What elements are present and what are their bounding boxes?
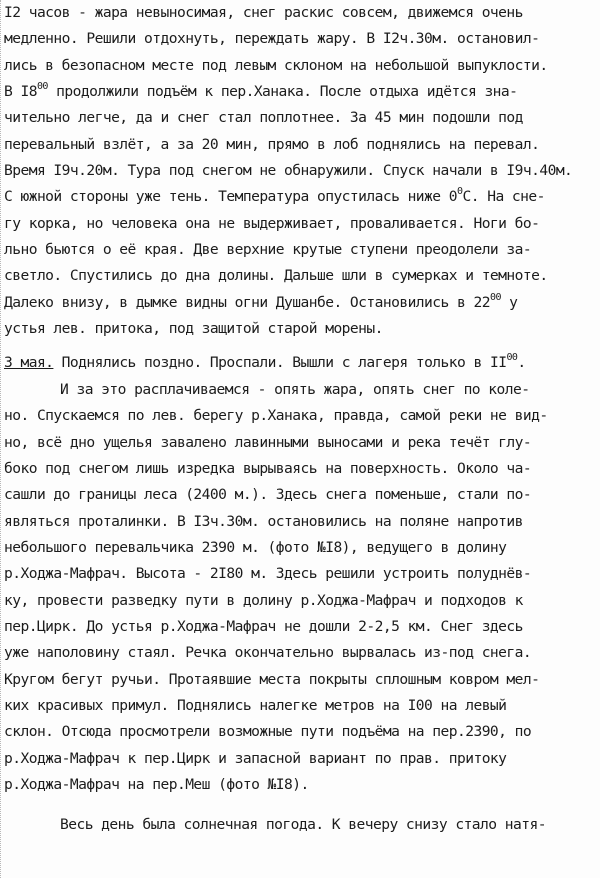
- text-line: Время I9ч.20м. Тура под снегом не обнаружили. Спуск начали в I9ч.40м.: [4, 162, 573, 180]
- text-line: устья лев. притока, под защитой старой морены.: [4, 320, 383, 338]
- text-line: сашли до границы леса (2400 м.). Здесь снега поменьше, стали по-: [4, 486, 532, 504]
- text-line: ких красивых примул. Поднялись налегке метров на I00 на левый: [4, 696, 507, 714]
- line-text-end: .: [517, 354, 526, 372]
- text-line: I2 часов - жара невыносимая, снег раскис совсем, движемся очень: [4, 4, 523, 21]
- text-line: но. Спускаемся по лев. берегу р.Ханака, правда, самой реки не вид-: [4, 407, 548, 425]
- time-superscript: 00: [489, 291, 501, 303]
- text-line: небольшого перевальчика 2390 м. (фото №I8), ведущего в долину: [4, 538, 507, 556]
- dated-entry-line: [4, 350, 598, 376]
- text-line: светло. Спустились до дна долины. Дальше шли в сумерках и темноте.: [4, 267, 548, 285]
- line-text: Поднялись поздно. Проспали. Вышли с лагеря только в II: [61, 354, 507, 372]
- text-line: р.Ходжа-Мафрач на пер.Меш (фото №I8).: [4, 775, 309, 793]
- time-superscript: 00: [36, 81, 48, 93]
- text-line: склон. Отсюда просмотрели возможные пути подъёма на пер.2390, по: [4, 723, 532, 741]
- time-superscript: 00: [506, 352, 518, 364]
- text-line: перевальный взлёт, а за 20 мин, прямо в лоб поднялись на перевал.: [4, 135, 540, 153]
- text-line: пер.Цирк. До устья р.Ходжа-Мафрач не дошли 2-2,5 км. Снег здесь: [4, 617, 523, 635]
- line-text: С южной стороны уже тень. Температура опустилась ниже: [4, 188, 441, 206]
- text-line: [4, 79, 598, 105]
- text-line: льно бьются о её края. Две верхние крутые ступени преодолели за-: [4, 241, 532, 259]
- text-line: С южной стороны уже тень. Температура опустилась ниже $0^0С$. На сне-: [4, 186, 545, 206]
- text-line: являться проталинки. В I3ч.30м. остановились на поляне напротив: [4, 512, 523, 530]
- line-text: продолжили подъём к пер.Ханака. После отдыха идётся зна-: [56, 83, 518, 101]
- text-line: медленно. Решили отдохнуть, переждать жару. В I2ч.30м. остановил-: [4, 30, 540, 48]
- paragraph-first-line: Весь день была солнечная погода. К вечеру снизу стало натя-: [60, 816, 546, 834]
- line-text-end: у: [509, 293, 518, 311]
- time-value: 22: [473, 293, 490, 311]
- degree-superscript: 0: [457, 186, 463, 198]
- text-line: боко под снегом лишь изредка вырываясь на поверхность. Около ча-: [4, 459, 532, 477]
- text-line: р.Ходжа-Мафрач. Высота - 2I80 м. Здесь решили устроить полуднёв-: [4, 565, 532, 583]
- text-line: но, всё дно ущелья завалено лавинными выносами и река течёт глу-: [4, 433, 532, 451]
- paragraph-first-line: И за это расплачиваемся - опять жара, опять снег по коле-: [60, 380, 530, 398]
- text-line: лись в безопасном месте под левым склоном на небольшой выпуклости.: [4, 56, 548, 74]
- text-line: гу корка, но человека она не выдерживает, проваливается. Ноги бо-: [4, 214, 540, 232]
- text-line: ку, провести разведку пути в долину р.Ходжа-Мафрач и подходов к: [4, 591, 523, 609]
- date-heading: 3 мая.: [4, 354, 54, 372]
- text-line: р.Ходжа-Мафрач к пер.Цирк и запасной вариант по прав. притоку: [4, 749, 507, 767]
- text-line: уже наполовину стаял. Речка окончательно вырвалась из-под снега.: [4, 644, 532, 662]
- line-text: Далеко внизу, в дымке видны огни Душанбе. Остановились в: [4, 293, 466, 311]
- text-line: [4, 290, 598, 316]
- text-line: Кругом бегут ручьи. Протаявшие места покрыты сплошным ковром мел-: [4, 670, 540, 688]
- line-text-end: С. На сне-: [462, 188, 545, 206]
- page-text: [4, 0, 598, 839]
- time-prefix: В I8: [4, 83, 37, 101]
- text-line: чительно легче, да и снег стал поплотнее. За 45 мин подошли под: [4, 109, 523, 127]
